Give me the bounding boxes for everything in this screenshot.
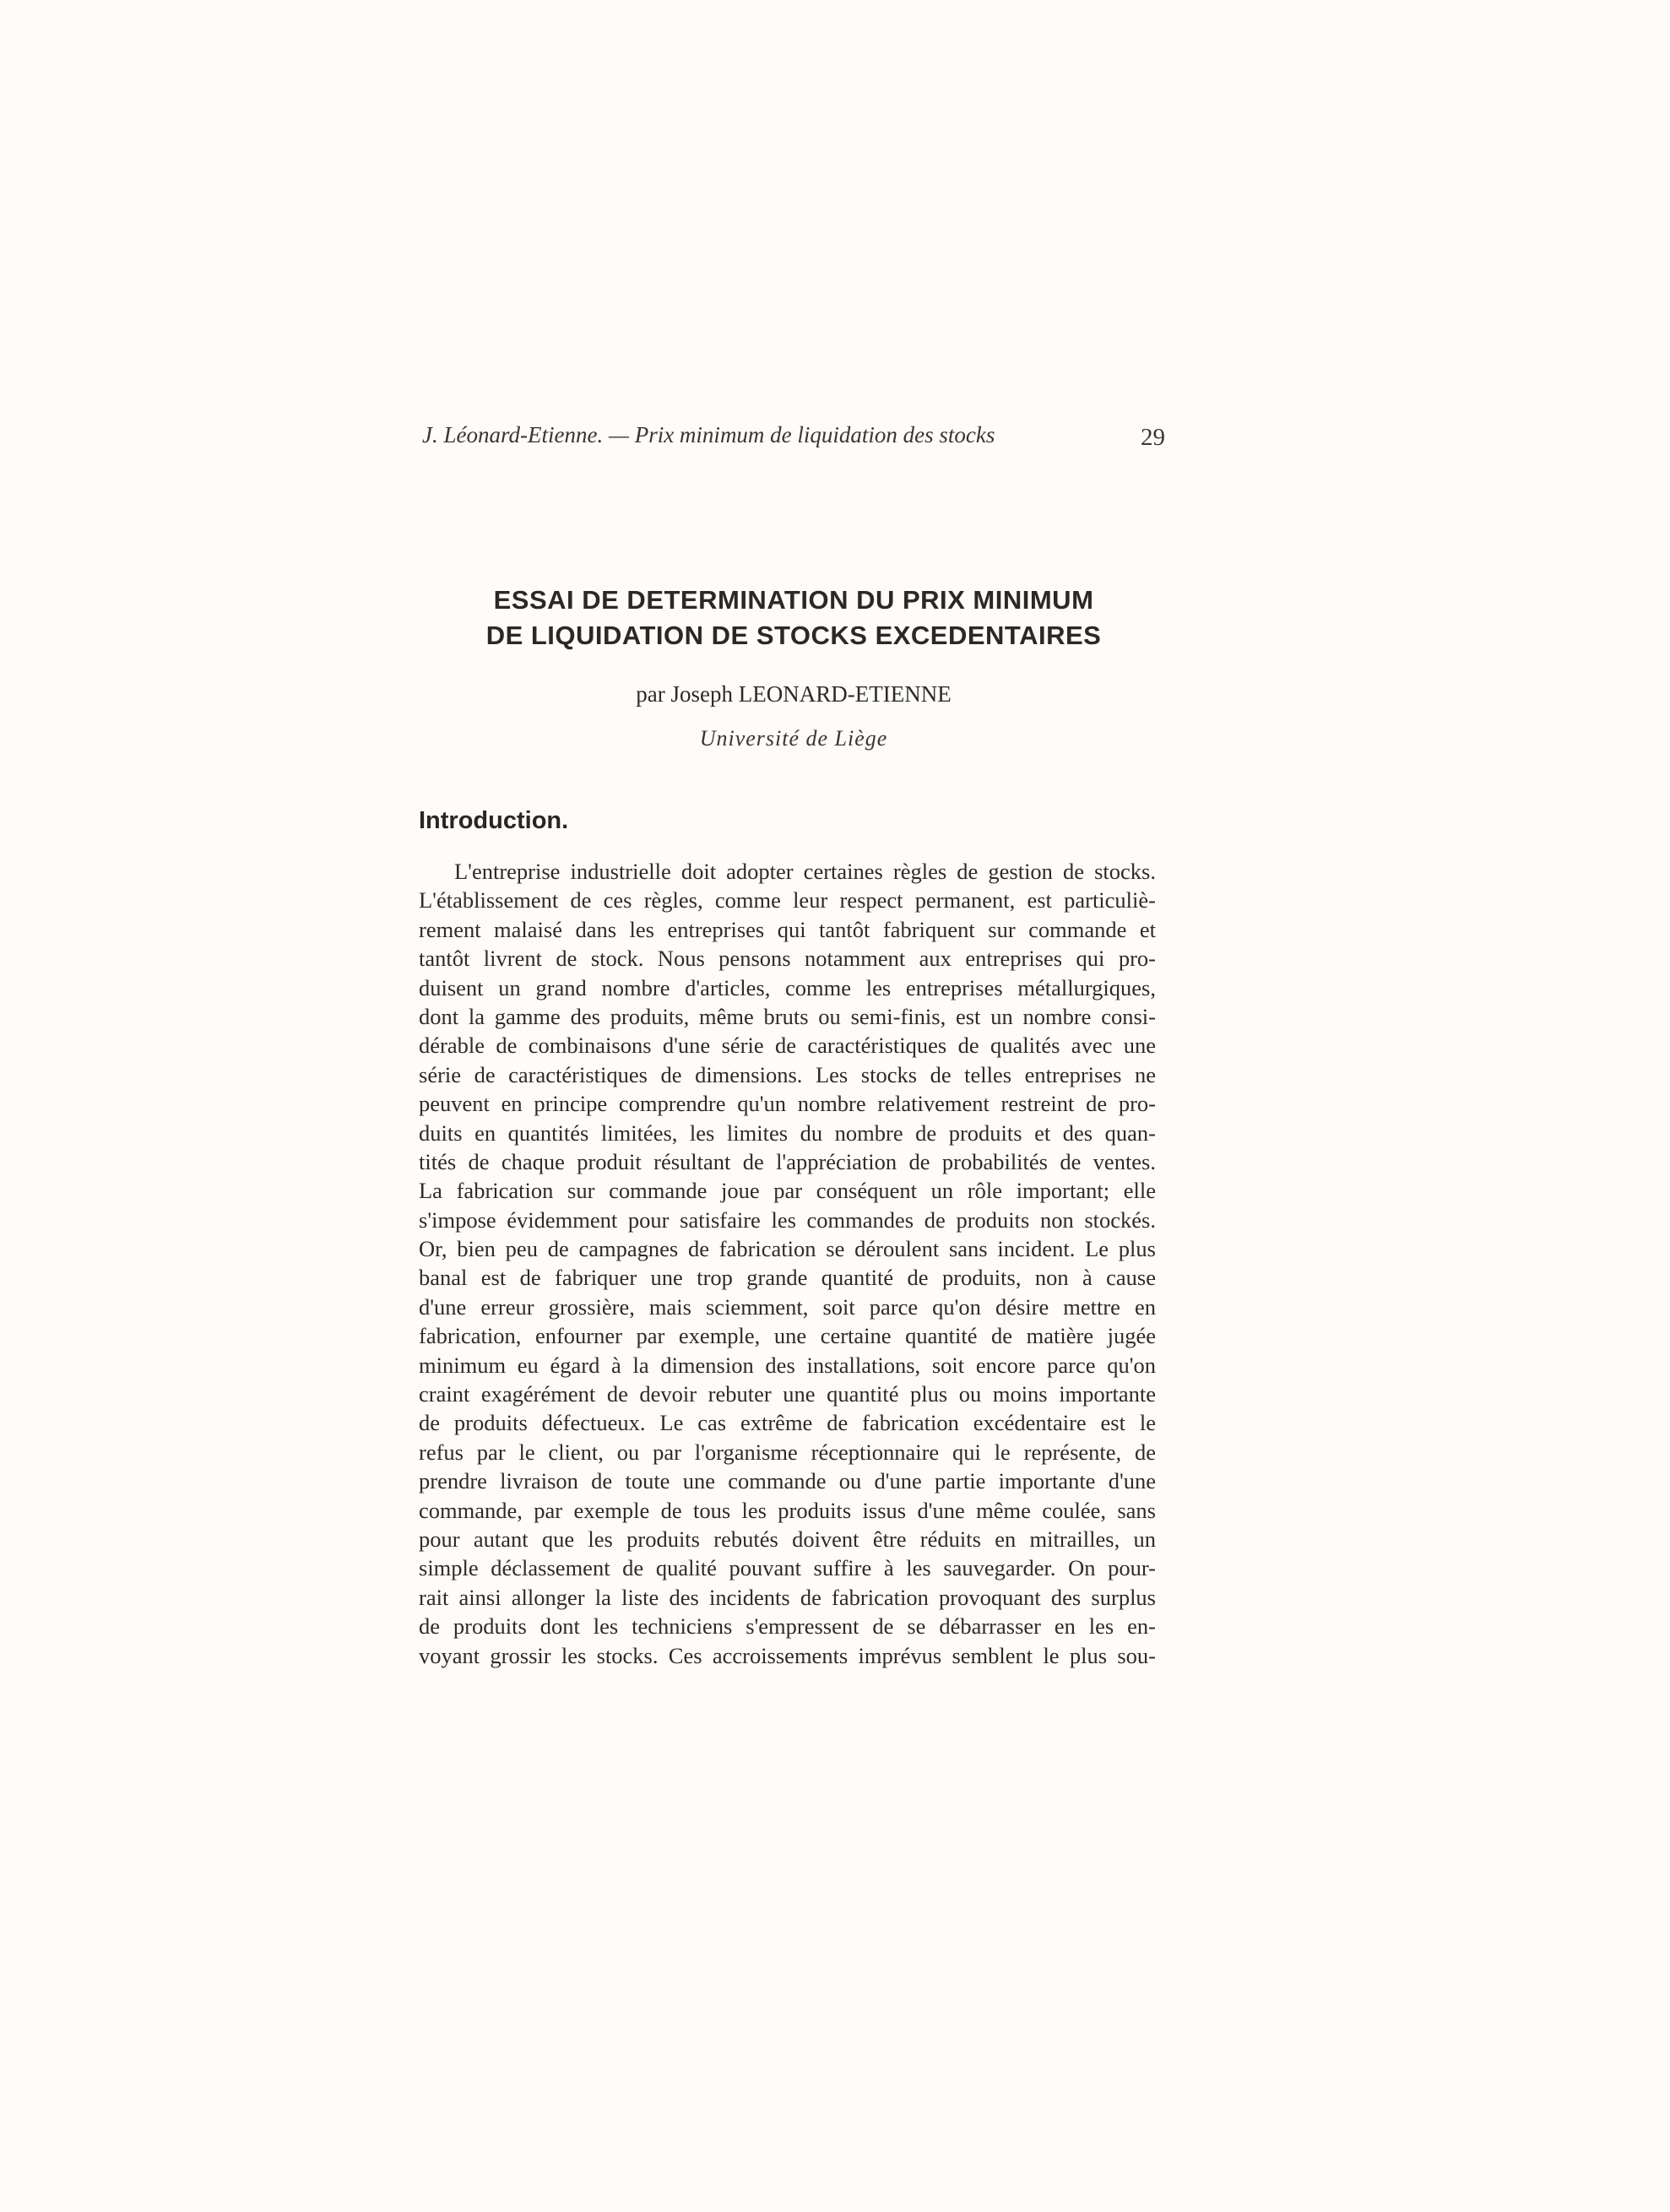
body-line: pour autant que les produits rebutés doivent être réduits en mitrailles, un [419,1526,1156,1552]
body-line: dérable de combinaisons d'une série de caractéristiques de qualités avec une [419,1033,1156,1059]
body-line: La fabrication sur commande joue par conséquent un rôle important; elle [419,1178,1156,1204]
body-line: tantôt livrent de stock. Nous pensons notamment aux entreprises qui pro- [419,946,1156,972]
body-line: s'impose évidemment pour satisfaire les commandes de produits non stockés. [419,1206,1156,1233]
body-line: fabrication, enfourner par exemple, une certaine quantité de matière jugée [419,1323,1156,1349]
section-heading: Introduction. [419,807,569,834]
body-line: série de caractéristiques de dimensions. Les stocks de telles entreprises ne [419,1061,1156,1087]
body-line: L'établissement de ces règles, comme leur respect permanent, est particuliè- [419,887,1156,914]
body-line: banal est de fabriquer une trop grande quantité de produits, non à cause [419,1265,1156,1291]
body-line: d'une erreur grossière, mais sciemment, soit parce qu'on désire mettre en [419,1293,1156,1320]
body-line: simple déclassement de qualité pouvant suffire à les sauvegarder. On pour- [419,1555,1156,1581]
body-line: craint exagérément de devoir rebuter une quantité plus ou moins importante [419,1381,1156,1407]
body-line: dont la gamme des produits, même bruts ou semi-finis, est un nombre consi- [419,1003,1156,1029]
article-title-line-1: ESSAI DE DETERMINATION DU PRIX MINIMUM [493,585,1094,615]
running-header-text: J. Léonard-Etienne. — Prix minimum de liquidation des stocks [422,422,995,447]
running-header [422,422,1165,464]
article-title [422,583,1165,653]
body-line: Or, bien peu de campagnes de fabrication se déroulent sans incident. Le plus [419,1236,1156,1262]
body-paragraph [419,857,1156,1670]
body-line: tités de chaque produit résultant de l'appréciation de probabilités de ventes. [419,1148,1156,1174]
body-line: peuvent en principe comprendre qu'un nombre relativement restreint de pro- [419,1091,1156,1117]
body-line: voyant grossir les stocks. Ces accroissements imprévus semblent le plus sou- [419,1642,1156,1668]
body-line: L'entreprise industrielle doit adopter certaines règles de gestion de stocks. [454,859,1156,884]
body-line: de produits défectueux. Le cas extrême de fabrication excédentaire est le [419,1410,1156,1436]
author-affiliation: Université de Liège [699,726,888,751]
body-line: commande, par exemple de tous les produits issus d'une même coulée, sans [419,1497,1156,1523]
page-number: 29 [1141,424,1165,451]
article-title-line-2: DE LIQUIDATION DE STOCKS EXCEDENTAIRES [485,621,1102,650]
author-byline: par Joseph LEONARD-ETIENNE [636,681,952,707]
body-line: rement malaisé dans les entreprises qui tantôt fabriquent sur commande et [419,916,1156,942]
body-line: duisent un grand nombre d'articles, comme les entreprises métallurgiques, [419,974,1156,1000]
body-line: refus par le client, ou par l'organisme réceptionnaire qui le représente, de [419,1439,1156,1465]
body-line: prendre livraison de toute une commande ou d'une partie importante d'une [419,1468,1156,1494]
body-line: rait ainsi allonger la liste des incidents de fabrication provoquant des surplus [419,1584,1156,1610]
body-line: duits en quantités limitées, les limites du nombre de produits et des quan- [419,1120,1156,1146]
body-line: minimum eu égard à la dimension des installations, soit encore parce qu'on [419,1352,1156,1378]
body-line: de produits dont les techniciens s'empressent de se débarrasser en les en- [419,1613,1156,1640]
